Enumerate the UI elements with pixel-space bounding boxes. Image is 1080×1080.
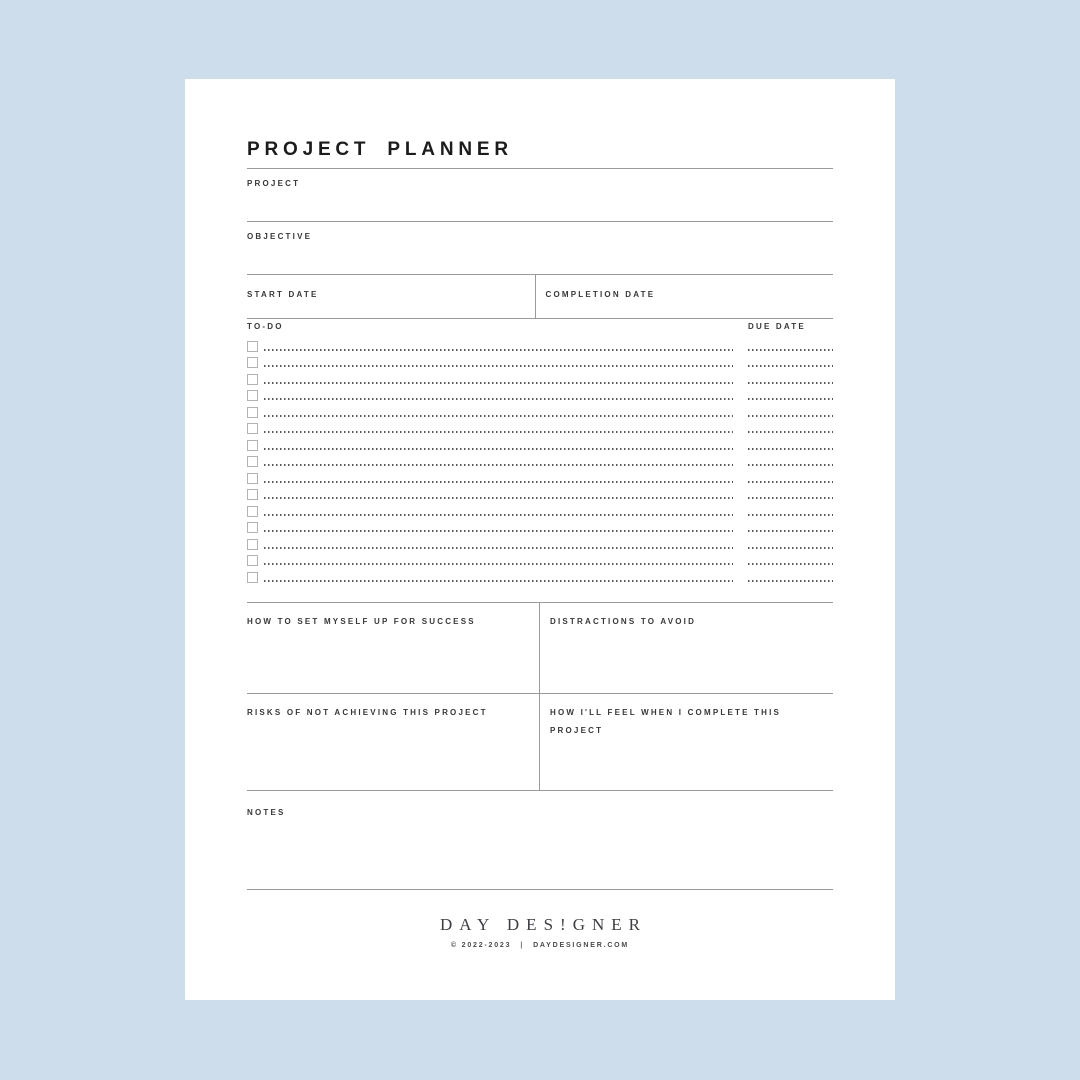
due-date-dotted-line <box>748 365 833 367</box>
success-quadrant <box>247 603 540 694</box>
todo-checkbox[interactable] <box>247 522 258 533</box>
reflection-grid <box>247 602 833 791</box>
due-date-dotted-line <box>748 398 833 400</box>
todo-dotted-line <box>264 349 733 351</box>
copyright-years: © 2022-2023 <box>450 942 512 949</box>
dates-section <box>247 274 833 319</box>
todo-row <box>247 434 833 451</box>
todo-row <box>247 401 833 418</box>
todo-row <box>247 418 833 435</box>
todo-row <box>247 335 833 352</box>
todo-list <box>247 335 833 583</box>
due-date-dotted-line <box>748 382 833 384</box>
start-date-cell <box>247 275 536 318</box>
objective-field-label: OBJECTIVE <box>247 232 313 241</box>
todo-dotted-line <box>264 431 733 433</box>
todo-checkbox[interactable] <box>247 440 258 451</box>
todo-dotted-line <box>264 547 733 549</box>
due-date-dotted-line <box>748 481 833 483</box>
todo-dotted-line <box>264 497 733 499</box>
due-date-dotted-line <box>748 547 833 549</box>
feelings-label: HOW I'LL FEEL WHEN I COMPLETE THIS PROJECT <box>550 708 782 735</box>
planner-sheet <box>185 79 895 1000</box>
project-field-label: PROJECT <box>247 179 301 188</box>
todo-row <box>247 451 833 468</box>
todo-row <box>247 352 833 369</box>
todo-checkbox[interactable] <box>247 506 258 517</box>
due-date-dotted-line <box>748 431 833 433</box>
due-date-column-label: DUE DATE <box>748 322 806 331</box>
todo-checkbox[interactable] <box>247 390 258 401</box>
todo-row <box>247 385 833 402</box>
copyright-separator: | <box>520 942 525 949</box>
todo-checkbox[interactable] <box>247 555 258 566</box>
todo-dotted-line <box>264 448 733 450</box>
start-date-label: START DATE <box>247 290 319 299</box>
logo-dotted-i-mark: ! <box>560 915 573 934</box>
todo-dotted-line <box>264 580 733 582</box>
due-date-dotted-line <box>748 563 833 565</box>
due-date-dotted-line <box>748 497 833 499</box>
risks-quadrant <box>247 694 540 791</box>
todo-row <box>247 484 833 501</box>
risks-label: RISKS OF NOT ACHIEVING THIS PROJECT <box>247 708 488 717</box>
todo-checkbox[interactable] <box>247 407 258 418</box>
logo-text-left: DAY DES <box>440 915 561 934</box>
notes-section <box>247 791 833 890</box>
page-title: PROJECT PLANNER <box>247 139 513 160</box>
todo-checkbox[interactable] <box>247 341 258 352</box>
logo-text-right: GNER <box>572 915 647 934</box>
copyright-line <box>185 942 895 949</box>
todo-dotted-line <box>264 481 733 483</box>
distractions-label: DISTRACTIONS TO AVOID <box>550 617 697 626</box>
todo-checkbox[interactable] <box>247 489 258 500</box>
todo-column-label: TO-DO <box>247 322 284 331</box>
todo-dotted-line <box>264 365 733 367</box>
todo-checkbox[interactable] <box>247 473 258 484</box>
due-date-dotted-line <box>748 530 833 532</box>
todo-checkbox[interactable] <box>247 423 258 434</box>
title-divider <box>247 168 833 169</box>
todo-dotted-line <box>264 382 733 384</box>
todo-dotted-line <box>264 563 733 565</box>
todo-dotted-line <box>264 415 733 417</box>
due-date-dotted-line <box>748 580 833 582</box>
todo-dotted-line <box>264 514 733 516</box>
todo-checkbox[interactable] <box>247 456 258 467</box>
todo-dotted-line <box>264 398 733 400</box>
todo-dotted-line <box>264 464 733 466</box>
due-date-dotted-line <box>748 514 833 516</box>
completion-date-cell <box>536 275 834 318</box>
project-field-line <box>247 221 833 222</box>
todo-row <box>247 533 833 550</box>
success-label: HOW TO SET MYSELF UP FOR SUCCESS <box>247 617 476 626</box>
todo-header <box>247 322 833 331</box>
todo-checkbox[interactable] <box>247 357 258 368</box>
footer <box>185 915 895 949</box>
completion-date-label: COMPLETION DATE <box>545 290 656 299</box>
due-date-dotted-line <box>748 415 833 417</box>
todo-row <box>247 467 833 484</box>
todo-checkbox[interactable] <box>247 539 258 550</box>
due-date-dotted-line <box>748 349 833 351</box>
todo-dotted-line <box>264 530 733 532</box>
todo-row <box>247 550 833 567</box>
todo-row <box>247 566 833 583</box>
due-date-dotted-line <box>748 448 833 450</box>
todo-checkbox[interactable] <box>247 374 258 385</box>
website-text: DAYDESIGNER.COM <box>533 942 630 949</box>
day-designer-logo <box>185 915 895 935</box>
feelings-quadrant <box>540 694 833 791</box>
todo-checkbox[interactable] <box>247 572 258 583</box>
todo-row <box>247 517 833 534</box>
todo-row <box>247 500 833 517</box>
todo-row <box>247 368 833 385</box>
distractions-quadrant <box>540 603 833 694</box>
notes-label: NOTES <box>247 808 286 817</box>
due-date-dotted-line <box>748 464 833 466</box>
